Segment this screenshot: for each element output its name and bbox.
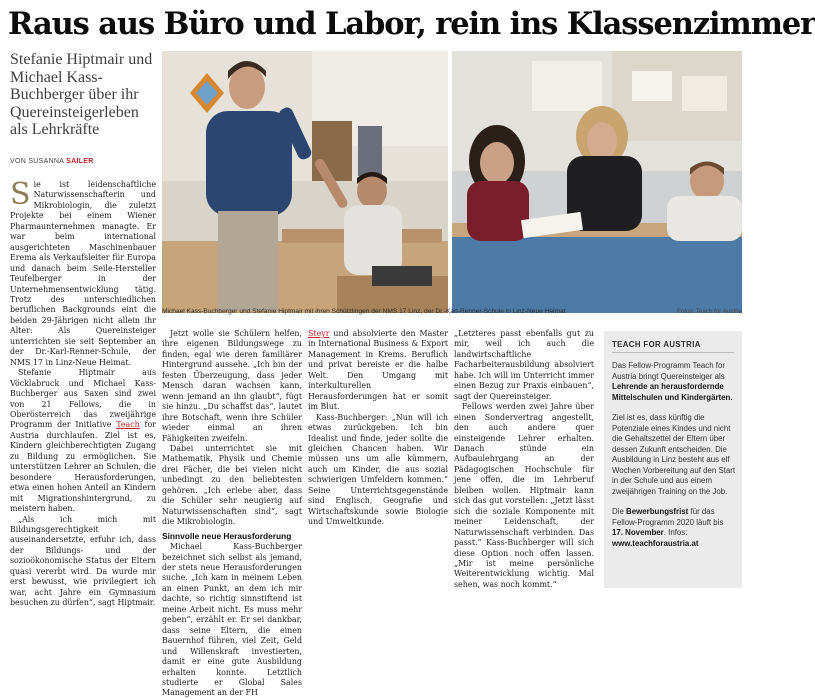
article-column-3 xyxy=(308,329,448,528)
info-deadline-date: 17. November xyxy=(612,528,664,537)
byline-author: SAILER xyxy=(66,158,94,165)
section-subtitle: Sinnvolle neue Herausforderung xyxy=(162,530,292,541)
paragraph-9: Fellows werden zwei Jahre über einen Sondervertrag angestellt, den auch andere quer einsteigende Lehrer erhalten. Danach stünde ein Aufbaulehrgang an der Pädagogischen Hochschule für jene offen, die im Lehrberuf bleiben wollen. Hiptmair kann sich das gut vorstellen: „Jetzt lässt sich die soziale Komponente mit meiner Leidenschaft, der Naturwissenschaft verbinden. Das passt.“ Kass-Buchberger will sich diese Option noch offen lassen. „Mir ist meine persönliche Weiterentwicklung wichtig. Mal sehen, was noch kommt.“ xyxy=(454,402,594,589)
info-deadline-label: Bewerbungsfrist xyxy=(626,507,689,516)
paragraph-2-b: for Austria durchlaufen. Ziel ist es, Kindern gleichberechtigten Zugang zu Bildung zu ermöglichen. Sie unterstützen Lehrer an Schulen, die besondere Herausforderungen, etwa einen hohen Anteil an Kindern mit Migrationshintergrund, zu meistern haben. xyxy=(10,420,156,514)
paragraph-7: Kass-Buchberger: „Nun will ich etwas zurückgeben. Ich bin Idealist und finde, jeder sollte die gleichen Chancen haben. Wir müssen uns um alle kümmern, auch um Kinder, die aus sozial schwierigen Umfeldern kommen.“ Seine Unterrichtsgegenstände sind Englisch, Geografie und Wirtschaftskunde sowie Biologie und Umweltkunde. xyxy=(308,412,448,527)
info-p1-a: Das Fellow-Programm Teach for Austria bringt Quereinsteiger als xyxy=(612,361,725,381)
article-photo xyxy=(162,51,742,313)
byline xyxy=(10,158,160,165)
steyr-link[interactable]: Steyr xyxy=(308,329,330,338)
paragraph-6-b: und absolvierte den Master in International Business & Export Management in Krems. Beruflich und privat bereiste er die halbe Welt. Den Umgang mit interkulturellen Herausforderungen hat er somit im Blut. xyxy=(308,329,448,412)
dropcap: S xyxy=(10,177,31,212)
paragraph-3: „Als ich mich mit Bildungsgerechtigkeit auseinandersetzte, erfuhr ich, dass der Bildungs- und der sozioökonomische Status der Eltern quasi vererbt wird. Da wurde mir erst bewusst, wie privilegiert ich war, acht Jahre ein Gymnasium besuchen zu dürfen“, sagt Hiptmair. xyxy=(10,514,156,608)
info-box-body xyxy=(612,361,736,559)
article-column-2 xyxy=(162,329,302,699)
paragraph-8: „Letzteres passt ebenfalls gut zu mir, weil ich auch die landwirtschaftliche Facharbeiterausbildung absolviert habe. Ich will im Unterricht immer einen Bezug zur Praxis einbauen“, sagt der Quereinsteiger. xyxy=(454,329,594,401)
headline: Raus aus Büro und Labor, rein ins Klassenzimmer xyxy=(8,6,815,42)
info-p2: Ziel ist es, dass künftig die Potenziale eines Kindes und nicht die Gehaltszettel der Eltern über dessen Zukunft entscheiden. Die Ausbildung in Linz besteht aus elf Wochen Vorbereitung auf den Start in der Schule und aus einem zweijährigen Training on the Job. xyxy=(612,413,736,496)
info-p3-b: für das Fellow-Programm 2020 läuft bis xyxy=(612,507,724,527)
info-box-title: TEACH FOR AUSTRIA xyxy=(612,340,701,349)
photo-caption: Michael Kass-Buchberger und Stefanie Hiptmair mit ihren Schützlingen der NMS 17 Linz, der Dr.-Karl-Renner-Schule in Linz-Neue Heimat xyxy=(162,308,566,315)
info-p3-a: Die xyxy=(612,507,624,516)
byline-prefix: VON SUSANNA xyxy=(10,158,64,165)
info-p3-c: . Infos: xyxy=(663,528,688,537)
photo-credit: Fotos: Teach for Austria xyxy=(677,308,742,315)
teach-link[interactable]: Teach xyxy=(116,420,140,430)
subheadline: Stefanie Hiptmair und Michael Kass-Buchberger über ihr Quereinsteigerleben als Lehrkräfte xyxy=(10,51,153,139)
info-box xyxy=(604,331,742,588)
info-url-link[interactable]: www.teachforaustria.at xyxy=(612,538,699,548)
article-column-4 xyxy=(454,329,594,590)
paragraph-1: ie ist leidenschaftliche Naturwissenschafterin und Mikrobiologin, die zuletzt Projekte bei einem Wiener Pharmaunternehmen managte. Er war beim international ausgerichteten Maschinenbauer Erema als Verkaufsleiter für Europa und danach beim Seile-Hersteller Teufelberger in der Unternehmensentwicklung tätig. Trotz des unterschiedlichen beruflichen Backgrounds eint die beiden 29-Jährigen nicht allein ihr Alter: Als Quereinsteiger unterrichten sie seit September an der Dr.-Karl-Renner-Schule, der NMS 17 in Linz-Neue Heimat. xyxy=(10,180,156,367)
article-column-1 xyxy=(10,177,156,609)
paragraph-4: Jetzt wolle sie Schülern helfen, ihre eigenen Bildungswege zu finden, egal wie deren familiärer Hintergrund aussehe. „Ich bin der festen Überzeugung, dass jeder Mensch daran wachsen kann, wenn jemand an ihn glaubt“, fügt sie hinzu. „Du schaffst das“, lautet ihre Botschaft, wenn ihre Schüler wieder einmal an ihren Fähigkeiten zweifeln. xyxy=(162,329,302,443)
info-p1-bold: Lehrende an herausfordernde Mittelschulen und Kindergärten. xyxy=(612,382,733,402)
info-box-divider xyxy=(612,352,734,353)
paragraph-5: Dabei unterrichtet sie mit Mathematik, Physik und Chemie drei Fächer, die bei vielen nicht unbedingt zu den beliebtesten gehören. „Ich erlebe aber, dass die Schüler sehr neugierig auf Naturwissenschaften sind“, sagt die Mikrobiologin. xyxy=(162,443,302,527)
paragraph-6: Michael Kass-Buchberger bezeichnet sich selbst als jemand, der stets neue Herausforderungen suche. „Ich kam in meinem Leben an einen Punkt, an dem ich mir dachte, so richtig sinnstiftend ist meine Arbeit nicht. Es muss mehr geben“, erzählt er. Er sei dankbar, dass seine Eltern, die einen Bauernhof führen, viel Zeit, Geld und Willenskraft investierten, damit er eine gute Ausbildung erhalten konnte. Letztlich studierte er Global Sales Management an der FH xyxy=(162,542,302,698)
paragraph-2-a: Stefanie Hiptmair aus Vöcklabruck und Michael Kass-Buchberger aus Saxen sind zwei von 21 Fellows, die in Oberösterreich das zweijährige Programm der Initiative xyxy=(10,368,156,430)
